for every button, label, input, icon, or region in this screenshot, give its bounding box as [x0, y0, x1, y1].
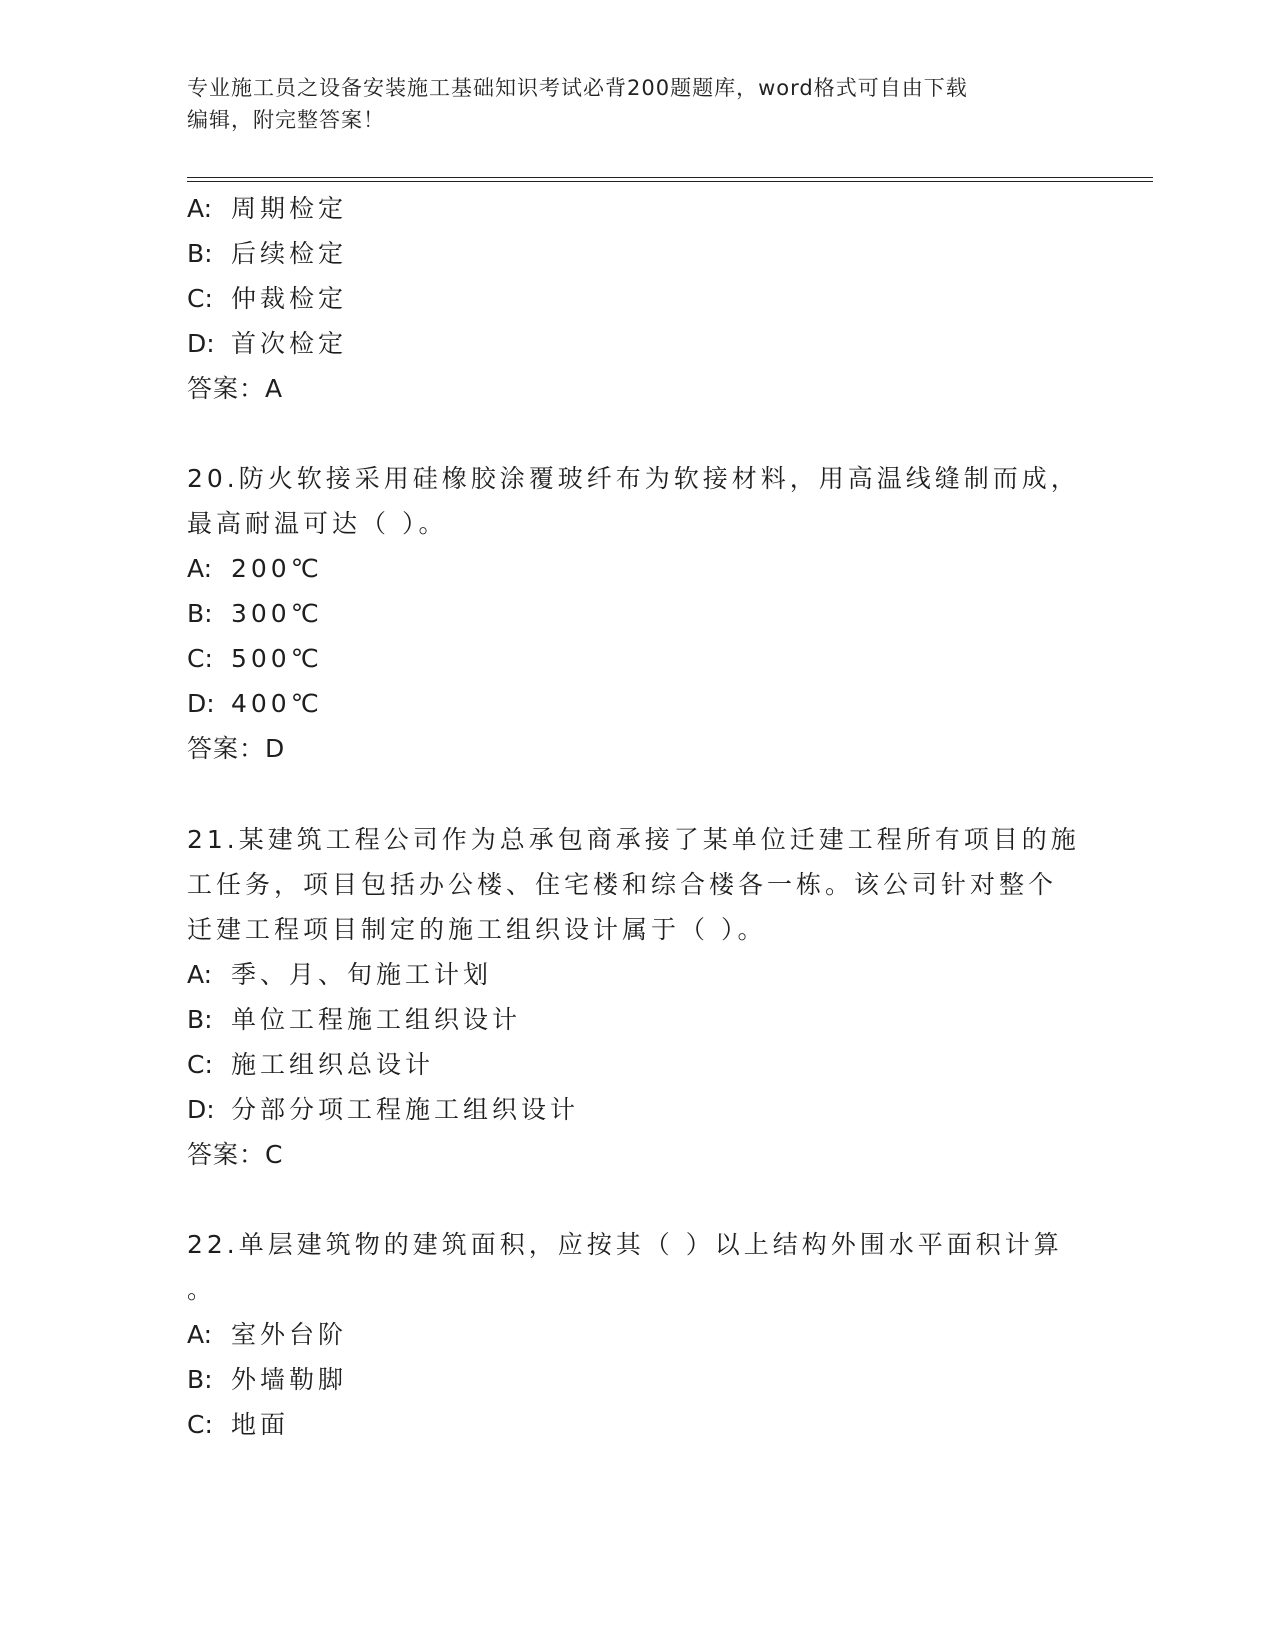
option-key: A: [187, 194, 213, 223]
option-key: C: [187, 1050, 213, 1079]
option-text: 地面 [231, 1410, 290, 1439]
q21-option-c [187, 1047, 434, 1083]
option-text: 首次检定 [231, 329, 348, 358]
q20-option-a [187, 551, 323, 587]
option-key: D: [187, 689, 215, 718]
q21-option-a [187, 957, 492, 993]
q21-answer: 答案：C [187, 1140, 284, 1169]
header-title-line-2: 编辑，附完整答案！ [187, 108, 385, 132]
option-key: B: [187, 239, 213, 268]
option-text: 300℃ [231, 599, 323, 628]
option-key: C: [187, 644, 213, 673]
option-text: 季、月、旬施工计划 [231, 960, 493, 989]
header-rule-top [187, 177, 1153, 178]
q19-option-a [187, 191, 347, 227]
q19-option-c [187, 281, 347, 317]
q20-option-b [187, 596, 323, 632]
q21-stem-line-1: 21.某建筑工程公司作为总承包商承接了某单位迁建工程所有项目的施 [187, 825, 1080, 854]
q22-stem-line-1: 22.单层建筑物的建筑面积，应按其（ ）以上结构外围水平面积计算 [187, 1230, 1063, 1259]
option-key: A: [187, 1320, 213, 1349]
option-text: 500℃ [231, 644, 323, 673]
option-text: 周期检定 [231, 194, 348, 223]
q21-stem-line-3: 迁建工程项目制定的施工组织设计属于（ ）。 [187, 915, 767, 944]
q20-option-c [187, 641, 323, 677]
option-key: A: [187, 554, 213, 583]
option-key: A: [187, 960, 213, 989]
q19-option-d [187, 326, 347, 362]
q20-option-d [187, 686, 323, 722]
q22-option-c [187, 1407, 289, 1443]
q20-stem-line-2: 最高耐温可达（ ）。 [187, 509, 448, 538]
q21-option-d [187, 1092, 579, 1128]
option-text: 仲裁检定 [231, 284, 348, 313]
option-text: 单位工程施工组织设计 [231, 1005, 522, 1034]
option-key: C: [187, 284, 213, 313]
header-rule-bottom [187, 181, 1153, 182]
option-key: B: [187, 1365, 213, 1394]
q22-option-b [187, 1362, 347, 1398]
option-text: 200℃ [231, 554, 323, 583]
option-text: 分部分项工程施工组织设计 [231, 1095, 580, 1124]
option-key: D: [187, 1095, 215, 1124]
option-key: D: [187, 329, 215, 358]
option-key: B: [187, 1005, 213, 1034]
option-text: 后续检定 [231, 239, 348, 268]
header-title-line-1: 专业施工员之设备安装施工基础知识考试必背200题题库，word格式可自由下载 [187, 76, 968, 100]
document-header [187, 72, 1087, 136]
option-key: C: [187, 1410, 213, 1439]
q19-answer: 答案：A [187, 374, 284, 403]
q20-answer: 答案：D [187, 734, 286, 763]
q22-option-a [187, 1317, 347, 1353]
q22-stem-line-2: 。 [187, 1275, 217, 1304]
option-text: 室外台阶 [231, 1320, 348, 1349]
q21-stem-line-2: 工任务，项目包括办公楼、住宅楼和综合楼各一栋。该公司针对整个 [187, 870, 1058, 899]
option-text: 外墙勒脚 [231, 1365, 348, 1394]
q21-option-b [187, 1002, 521, 1038]
option-text: 400℃ [231, 689, 323, 718]
q19-option-b [187, 236, 347, 272]
q20-stem-line-1: 20.防火软接采用硅橡胶涂覆玻纤布为软接材料，用高温线缝制而成， [187, 464, 1080, 493]
option-key: B: [187, 599, 213, 628]
option-text: 施工组织总设计 [231, 1050, 435, 1079]
